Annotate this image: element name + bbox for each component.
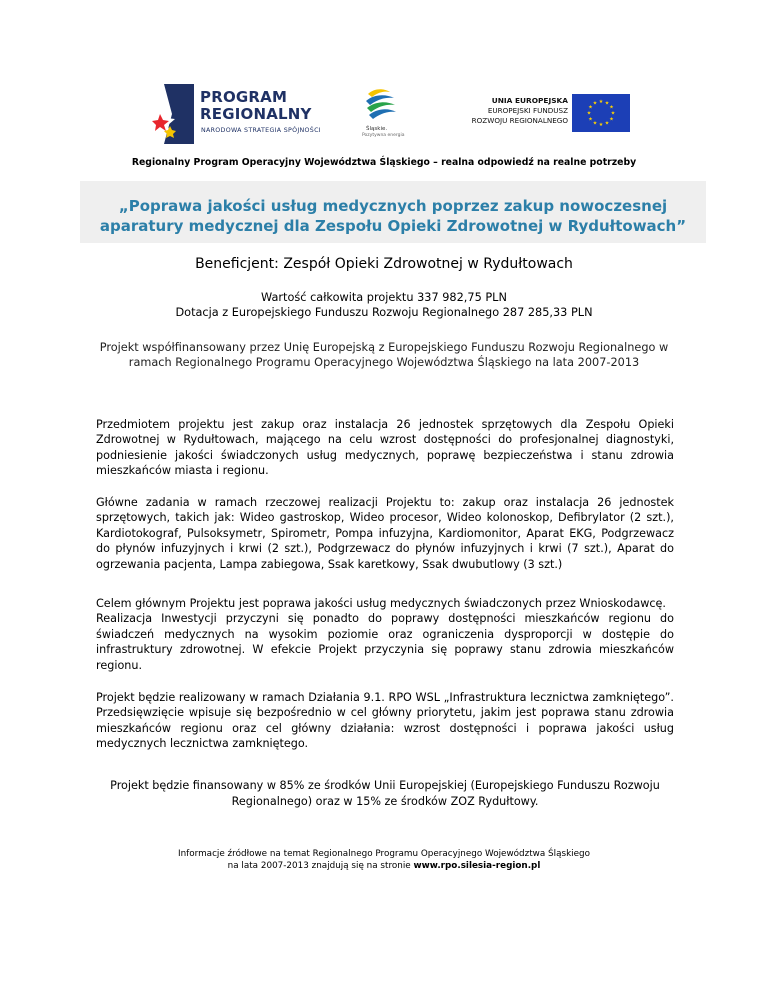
beneficiary: Beneficjent: Zespół Opieki Zdrowotnej w Rydułtowach — [195, 256, 573, 272]
project-values — [0, 290, 768, 320]
paragraph-goal-main: Celem głównym Projektu jest poprawa jakości usług medycznych świadczonych przez Wnioskodawcę. — [96, 597, 666, 610]
slaskie-waves-icon — [352, 86, 412, 126]
cofinancing-statement: Projekt współfinansowany przez Unię Europejską z Europejskiego Funduszu Rozwoju Regionalnego w ramach Regionalnego Programu Operacyjnego Województwa Śląskiego na lata 2007-2013 — [99, 341, 669, 369]
svg-text:★: ★ — [598, 99, 604, 105]
program-logo-line3: NARODOWA STRATEGIA SPÓJNOŚCI — [201, 127, 321, 134]
project-title: „Poprawa jakości usług medycznych poprzez zakup nowoczesnej aparatury medycznej dla Zespołu Opieki Zdrowotnej w Rydułtowach” — [99, 197, 687, 235]
paragraph-subject: Przedmiotem projektu jest zakup oraz instalacja 26 jednostek sprzętowych dla Zespołu Opieki Zdrowotnej w Rydułtowach, mającego na celu wzrost dostępności do profesjonalnej diagnostyki, podniesienie jakości świadczonych usług medycznych, poprawę bezpieczeństwa i stanu zdrowia mieszkańców miasta i regionu. — [96, 418, 674, 478]
eu-logo-line3: ROZWOJU REGIONALNEGO — [471, 116, 568, 125]
footer-line2 — [0, 861, 768, 873]
slaskie-logo — [352, 86, 412, 144]
program-tagline: Regionalny Program Operacyjny Województwa Śląskiego – realna odpowiedź na realne potrzeby — [131, 157, 637, 168]
footer-line2-text: na lata 2007-2013 znajdują się na stronie — [227, 860, 414, 871]
svg-text:★: ★ — [588, 116, 593, 123]
svg-text:★: ★ — [592, 120, 598, 127]
svg-text:★: ★ — [586, 110, 592, 117]
footer — [0, 849, 768, 872]
grant-value: Dotacja z Europejskiego Funduszu Rozwoju Regionalnego 287 285,33 PLN — [175, 306, 593, 319]
paragraph-goal — [96, 596, 674, 673]
paragraph-action: Projekt będzie realizowany w ramach Działania 9.1. RPO WSL „Infrastruktura lecznictwa zamkniętego”. Przedsięwzięcie wpisuje się bezpośrednio w cel główny priorytetu, jakim jest poprawa stanu zdrowia mieszkańców regionu oraz cel główny działania: wzrost dostępności i poprawa jakości usług medycznych lecznictwa zamkniętego. — [96, 691, 674, 751]
paragraph-goal-detail: Realizacja Inwestycji przyczyni się ponadto do poprawy dostępności mieszkańców regionu do świadczeń medycznych na wysokim poziomie oraz ograniczenia dysproporcji w dostępie do infrastruktury zdrowotnej. W efekcie Projekt przyczynia się poprawy stanu zdrowia mieszkańców regionu. — [96, 612, 674, 672]
program-logo-line2: REGIONALNY — [200, 105, 312, 123]
svg-text:★: ★ — [610, 110, 616, 117]
financing-statement: Projekt będzie finansowany w 85% ze środków Unii Europejskiej (Europejskiego Funduszu Rozwoju Regionalnego) oraz w 15% ze środków ZOZ Rydułtowy. — [110, 779, 660, 808]
svg-text:★: ★ — [592, 100, 598, 107]
program-logo-line1: PROGRAM — [200, 88, 288, 106]
paragraph-tasks: Główne zadania w ramach rzeczowej realizacji Projektu to: zakup oraz instalacja 26 jednostek sprzętowych, takich jak: Wideo gastroskop, Wideo procesor, Wideo kolonoskop, Defibrylator (2 szt.), Kardiotokograf, Pulsoksymetr, Spirometr, Pompa infuzyjna, Kardiomonitor, Aparat EKG, Podgrzewacz do płynów infuzyjnych i krwi (2 szt.), Podgrzewacz do płynów infuzyjnych i krwi (7 szt.), Aparat do ogrzewania pacjenta, Lampa zabiegowa, Ssak karetkowy, Ssak dwubutlowy (3 szt.) — [96, 496, 674, 571]
svg-text:★: ★ — [609, 116, 614, 123]
svg-text:★: ★ — [598, 122, 604, 128]
eu-logo-line2: EUROPEJSKI FUNDUSZ — [487, 106, 568, 115]
slaskie-name: Śląskie. — [366, 126, 388, 132]
total-value: Wartość całkowita projektu 337 982,75 PLN — [261, 291, 507, 304]
svg-text:★: ★ — [588, 104, 593, 111]
footer-line1: Informacje źródłowe na temat Regionalnego Programu Operacyjnego Województwa Śląskiego — [178, 849, 590, 859]
program-regionalny-star-icon — [150, 84, 194, 144]
program-regionalny-logo — [150, 84, 330, 146]
eu-flag-icon — [572, 94, 630, 132]
svg-text:★: ★ — [604, 100, 610, 107]
svg-text:★: ★ — [609, 104, 614, 111]
slaskie-tagline: Pozytywna energia — [362, 133, 405, 138]
footer-url-link[interactable]: www.rpo.silesia-region.pl — [413, 860, 541, 871]
eu-logo-line1: UNIA EUROPEJSKA — [491, 96, 568, 105]
eu-logo — [454, 94, 630, 136]
svg-text:★: ★ — [604, 120, 610, 127]
